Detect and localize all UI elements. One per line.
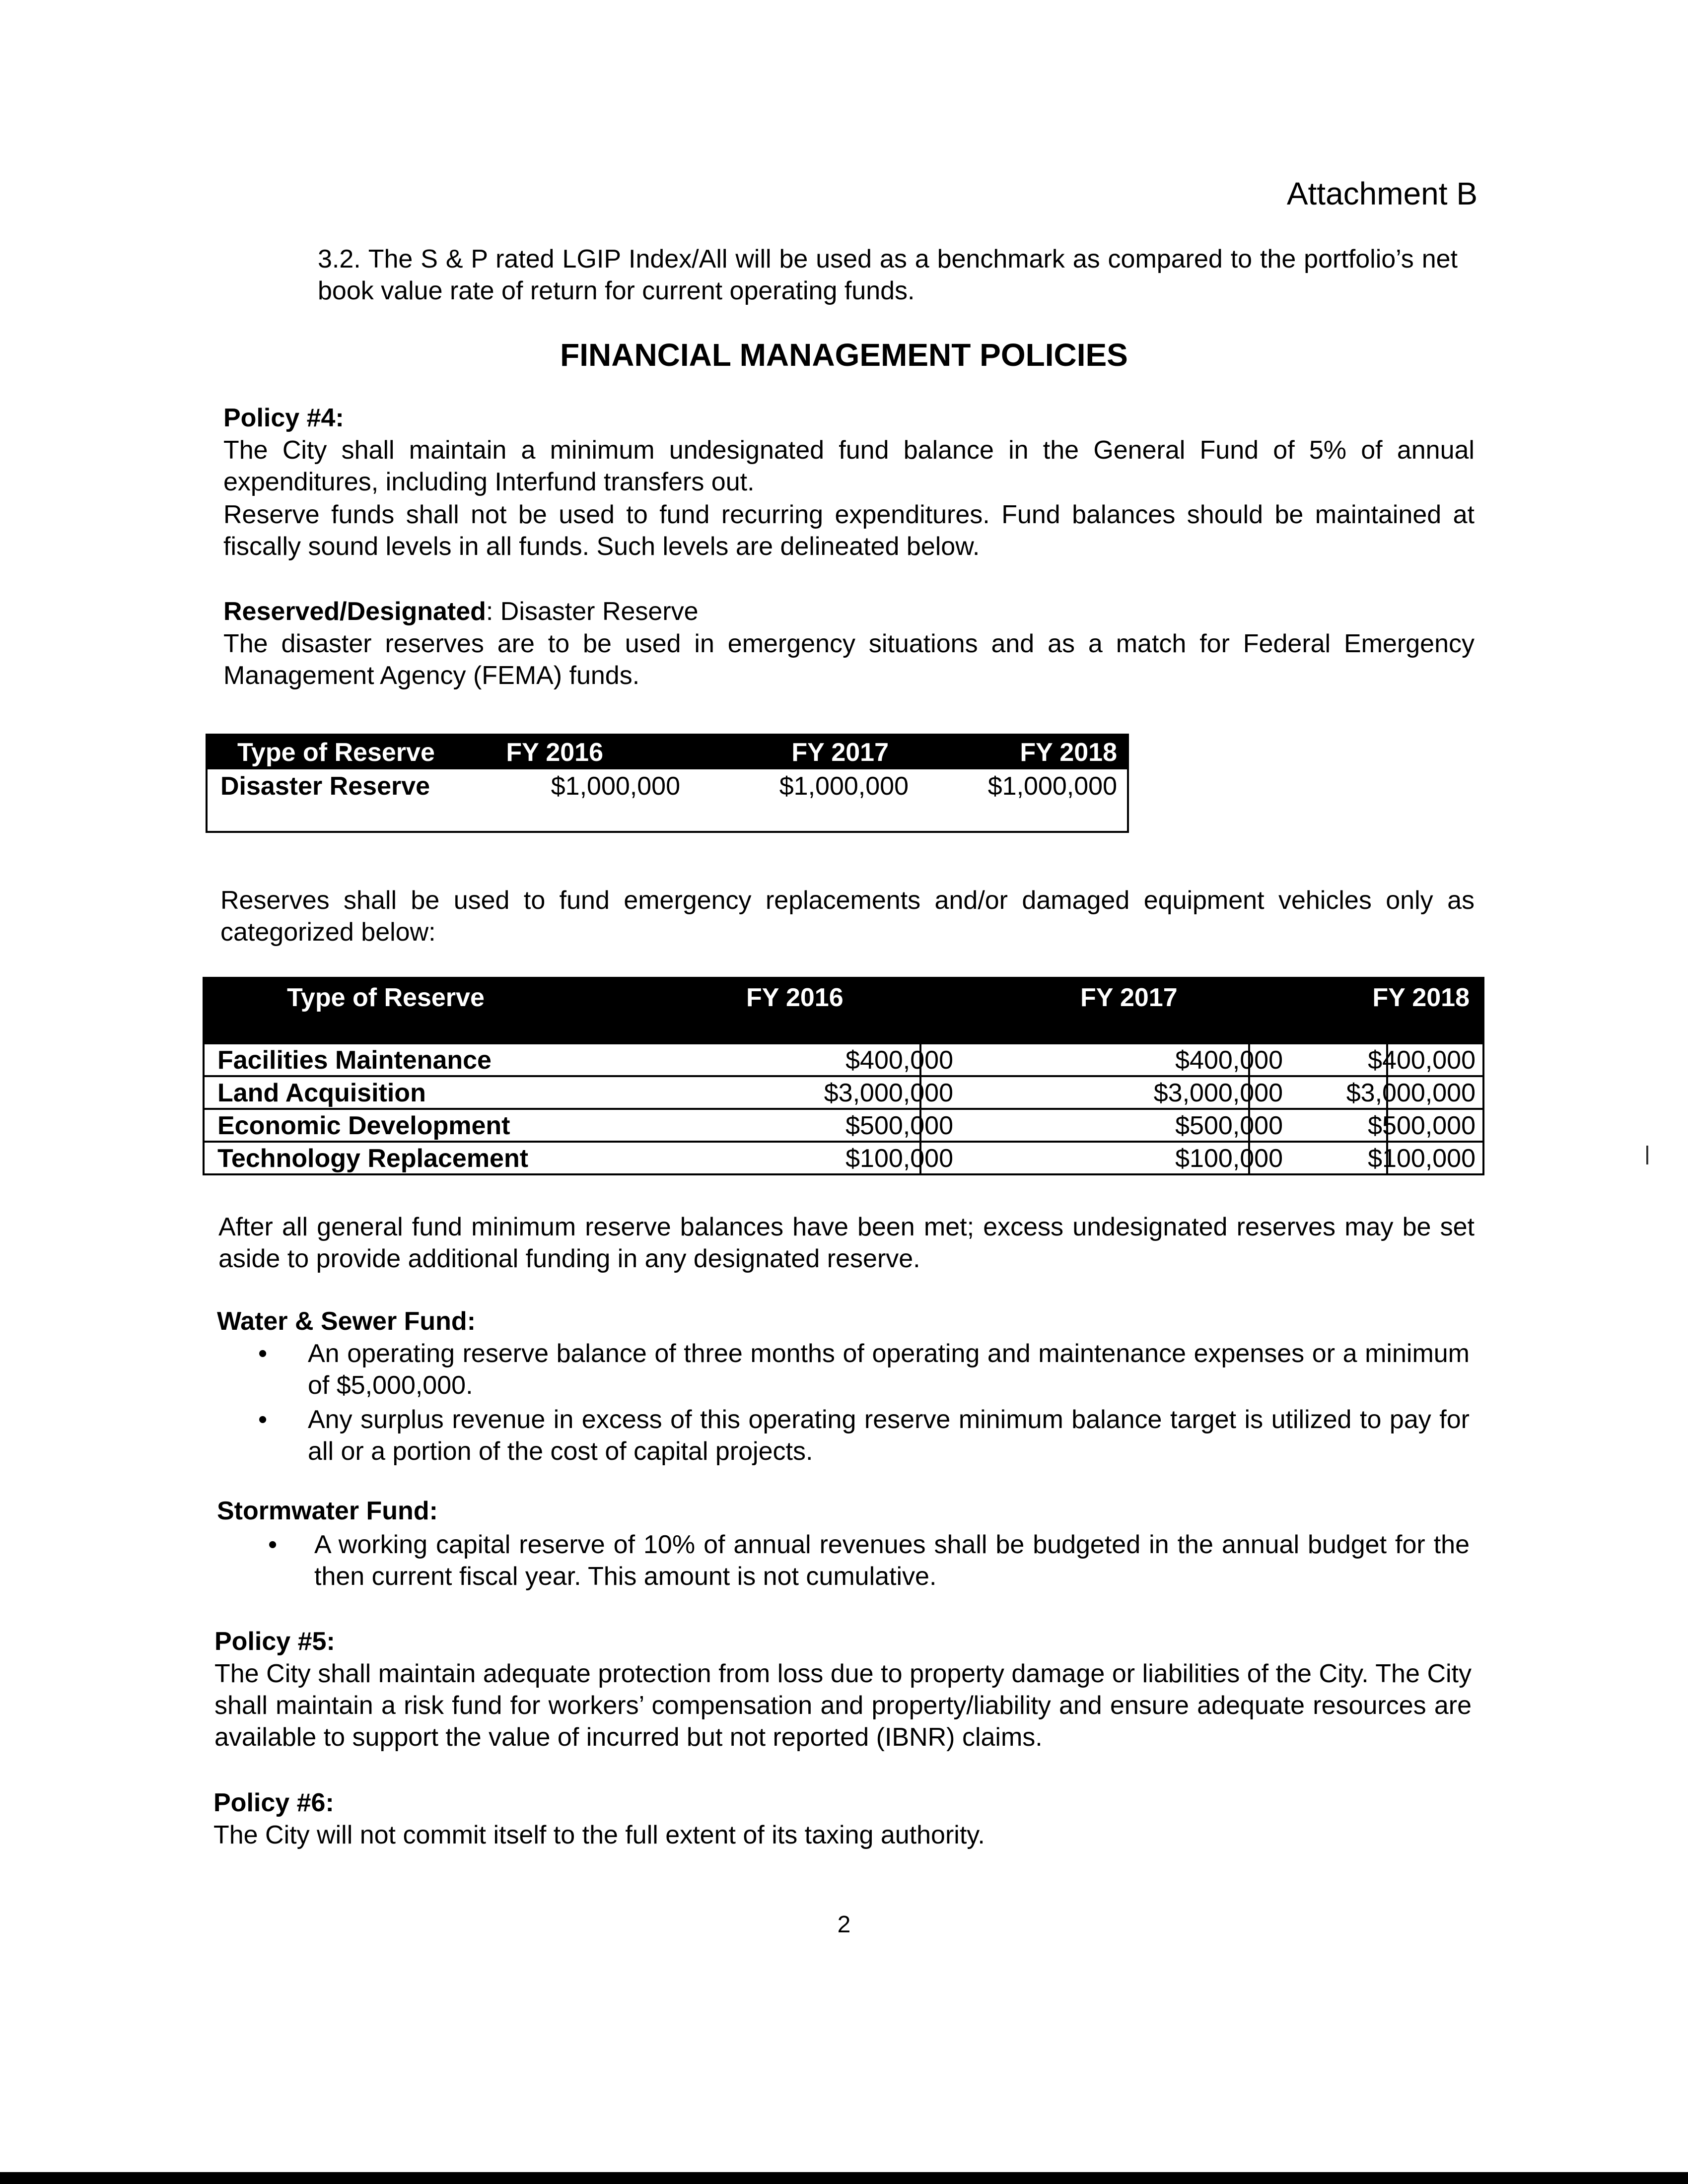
cell-fy2018: $1,000,000 [987,772,1117,801]
after-reserves-paragraph: After all general fund minimum reserve balances have been met; excess undesignated reserves may be set aside to provide additional funding in any designated reserve. [218,1213,1475,1273]
water-sewer-heading: Water & Sewer Fund: [217,1307,476,1336]
page-number: 2 [837,1911,851,1938]
policy6-paragraph: The City will not commit itself to the full extent of its taxing authority. [213,1821,985,1849]
table-row [203,1110,1484,1143]
reserved-designated-line [223,596,699,627]
column-header-fy2016: FY 2016 [506,738,603,767]
column-header-fy2017: FY 2017 [791,738,889,767]
cell-fy2018: $400,000 [1368,1046,1476,1075]
cell-fy2018: $100,000 [1368,1144,1476,1173]
table-row [203,1143,1484,1175]
policy5-paragraph: The City shall maintain adequate protection from loss due to property damage or liabilities of the City. The City shall maintain a risk fund for workers’ compensation and property/liability and ensure adequate resources are available to support the value of incurred but not reported (IBNR) claims. [214,1659,1472,1752]
cell-fy2017: $400,000 [1175,1046,1283,1075]
reserves-paragraph: Reserves shall be used to fund emergency replacements and/or damaged equipment vehicles only as categorized below: [220,886,1475,947]
reserve-categories-table [203,977,1484,1175]
cell-fy2017: $3,000,000 [1153,1079,1283,1107]
policy4-paragraph-1: The City shall maintain a minimum undesignated fund balance in the General Fund of 5% of annual expenditures, including Interfund transfers out. [223,436,1475,496]
policy4-paragraph-2: Reserve funds shall not be used to fund recurring expenditures. Fund balances should be maintained at fiscally sound levels in all funds. Such levels are delineated below. [223,500,1475,561]
scan-bottom-edge [0,2172,1688,2184]
policy6-heading: Policy #6: [213,1788,334,1817]
scan-mark [1646,1146,1648,1164]
table-header-row [203,977,1484,1044]
bullet-icon: • [258,1339,268,1368]
cell-fy2017: $500,000 [1175,1111,1283,1140]
water-bullet-1: An operating reserve balance of three months of operating and maintenance expenses or a minimum of $5,000,000. [308,1339,1470,1400]
reserved-value: : Disaster Reserve [486,597,699,626]
cell-fy2016: $1,000,000 [551,772,680,801]
table-header-row [208,736,1127,769]
policy4-heading: Policy #4: [223,404,344,432]
column-header-type: Type of Reserve [237,738,435,767]
bullet-icon: • [268,1530,278,1559]
column-header-fy2017: FY 2017 [1080,983,1178,1012]
cell-fy2017: $1,000,000 [779,772,909,801]
column-header-fy2018: FY 2018 [1372,983,1470,1012]
table-row [208,769,1127,804]
cell-fy2018: $3,000,000 [1346,1079,1476,1107]
table-row [203,1044,1484,1077]
cell-fy2016: $500,000 [845,1111,953,1140]
attachment-label: Attachment B [1286,176,1477,211]
reserved-description: The disaster reserves are to be used in emergency situations and as a match for Federal Emergency Management Agency (FEMA) funds. [223,629,1475,690]
cell-fy2016: $3,000,000 [824,1079,953,1107]
stormwater-bullet-1: A working capital reserve of 10% of annual revenues shall be budgeted in the annual budget for the then current fiscal year. This amount is not cumulative. [314,1530,1470,1591]
policy5-heading: Policy #5: [214,1627,335,1656]
column-header-fy2016: FY 2016 [746,983,844,1012]
table-row [203,1077,1484,1110]
page-title: FINANCIAL MANAGEMENT POLICIES [560,337,1128,373]
cell-fy2016: $100,000 [845,1144,953,1173]
column-header-type: Type of Reserve [287,983,485,1012]
bullet-icon: • [258,1405,268,1434]
stormwater-heading: Stormwater Fund: [217,1497,438,1525]
cell-fy2018: $500,000 [1368,1111,1476,1140]
cell-type: Facilities Maintenance [217,1046,492,1075]
intro-paragraph: 3.2. The S & P rated LGIP Index/All will be used as a benchmark as compared to the portfolio’s net book value rate of return for current operating funds. [318,245,1458,305]
cell-type: Technology Replacement [217,1144,529,1173]
reserved-label: Reserved/Designated [223,597,486,626]
cell-type: Disaster Reserve [220,772,430,801]
cell-type: Economic Development [217,1111,510,1140]
cell-fy2016: $400,000 [845,1046,953,1075]
disaster-reserve-table [206,734,1129,833]
cell-type: Land Acquisition [217,1079,426,1107]
cell-fy2017: $100,000 [1175,1144,1283,1173]
water-bullet-2: Any surplus revenue in excess of this operating reserve minimum balance target is utilized to pay for all or a portion of the cost of capital projects. [308,1405,1470,1466]
column-header-fy2018: FY 2018 [1020,738,1117,767]
